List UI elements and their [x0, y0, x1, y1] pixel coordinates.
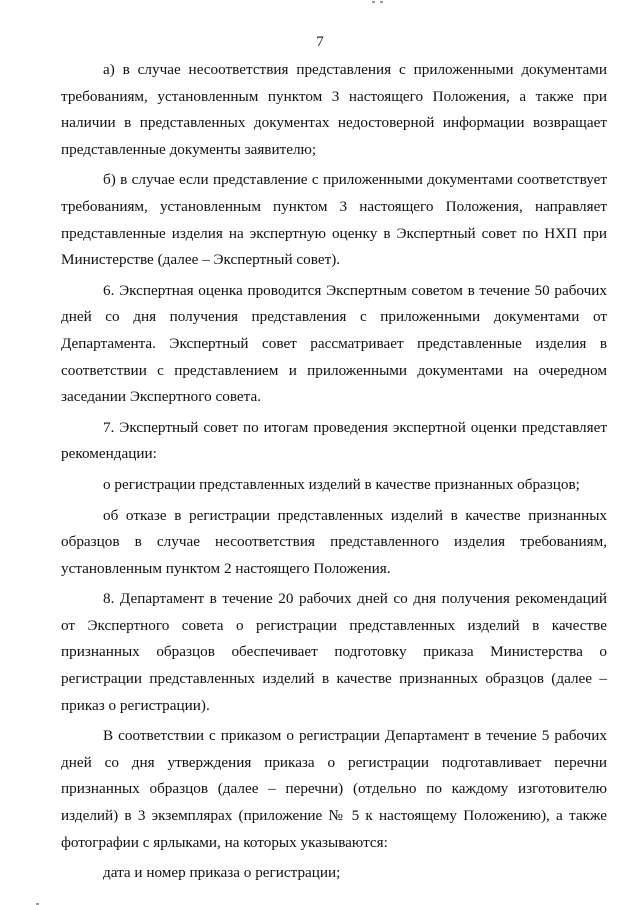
paragraph-8-date-number: дата и номер приказа о регистрации; — [103, 864, 341, 882]
document-body — [61, 57, 607, 891]
paragraph-7-option-register: о регистрации представленных изделий в качестве признанных образцов; — [103, 475, 580, 493]
paragraph-a: а) в случае несоответствия представления с приложенными документами требованиям, установленным пунктом 3 настоящего Положения, а также при наличии в представленных документах недостоверной информации возвращает представленные документы заявителю; — [61, 61, 607, 158]
page-number: 7 — [316, 34, 324, 50]
paragraph-6: 6. Экспертная оценка проводится Экспертным советом в течение 50 рабочих дней со дня получения представления с приложенными документами от Департамента. Экспертный совет рассматривает представленные изделия в соответствии с представлением и приложенными документами на очередном заседании Экспертного совета. — [61, 281, 607, 406]
paragraph-b: б) в случае если представление с приложенными документами соответствует требованиям, установленным пунктом 3 настоящего Положения, направляет представленные изделия на экспертную оценку в Экспертный совет по НХП при Министерстве (далее – Экспертный совет). — [61, 171, 607, 269]
scan-artifact — [372, 1, 375, 3]
paragraph-7-option-refuse: об отказе в регистрации представленных изделий в качестве признанных образцов в случае несоответствия представленного изделия требованиям, установленным пунктом 2 настоящего Положения. — [61, 506, 607, 577]
scan-artifact — [380, 1, 383, 3]
paragraph-8: 8. Департамент в течение 20 рабочих дней со дня получения рекомендаций от Экспертного совета о регистрации представленных изделий в качестве признанных образцов обеспечивает подготовку приказа Министерства о регистрации представленных изделий в качестве признанных образцов (далее – приказ о регистрации). — [61, 590, 607, 714]
paragraph-7: 7. Экспертный совет по итогам проведения экспертной оценки представляет рекомендации: — [61, 418, 607, 463]
paragraph-8-lists: В соответствии с приказом о регистрации Департамент в течение 5 рабочих дней со дня утверждения приказа о регистрации подготавливает перечни признанных образцов (далее – перечни) (отдельно по каждому изготовителю изделий) в 3 экземплярах (приложение № 5 к настоящему Положению), а также фотографии с ярлыками, на которых указываются: — [61, 727, 607, 851]
